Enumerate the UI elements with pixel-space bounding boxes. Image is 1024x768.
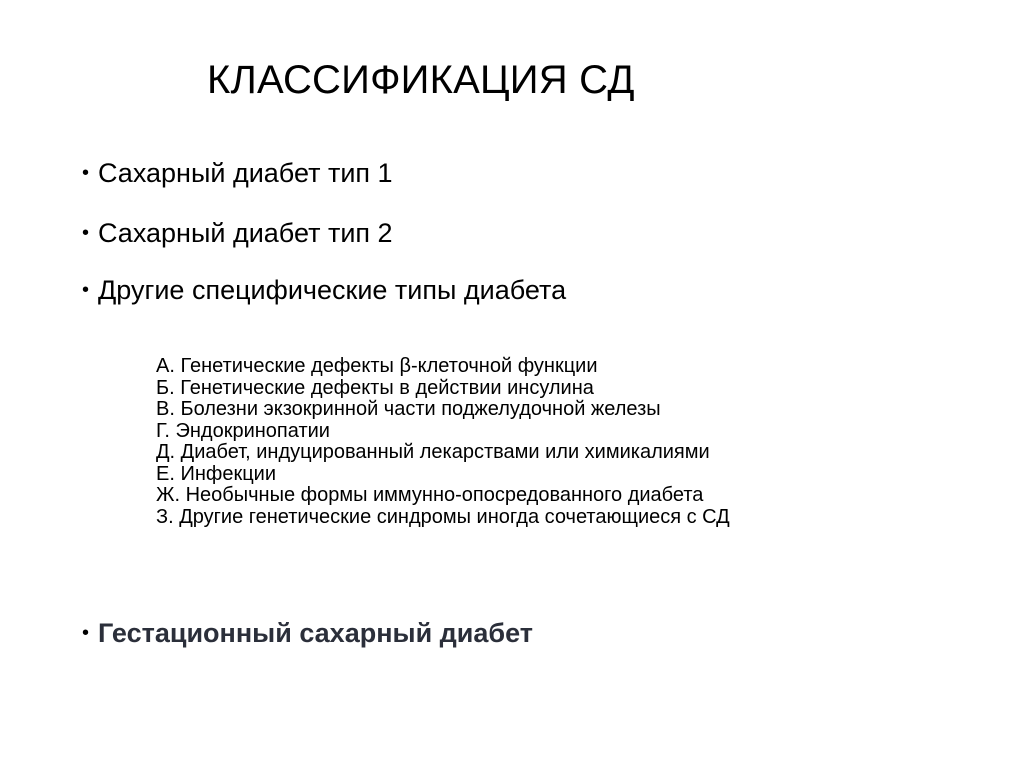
bullet-dot-icon: • bbox=[82, 279, 90, 301]
sublist-item: Д. Диабет, индуцированный лекарствами или химикалиями bbox=[156, 441, 710, 463]
bullet-dot-icon: • bbox=[82, 222, 90, 244]
sublist-item: Б. Генетические дефекты в действии инсулина bbox=[156, 376, 594, 399]
slide-title: КЛАССИФИКАЦИЯ СД bbox=[207, 58, 635, 102]
sublist-item: З. Другие генетические синдромы иногда сочетающиеся с СД bbox=[156, 505, 730, 528]
bullet-dot-icon: • bbox=[82, 162, 90, 184]
bullet-item-other-types bbox=[82, 274, 566, 306]
bullet-item-type2 bbox=[82, 217, 393, 249]
sublist-item: В. Болезни экзокринной части поджелудочной железы bbox=[156, 398, 661, 420]
bullet-text: Сахарный диабет тип 1 bbox=[98, 158, 393, 188]
bullet-text: Другие специфические типы диабета bbox=[98, 275, 567, 305]
bullet-dot-icon: • bbox=[82, 622, 90, 644]
bullet-text: Гестационный сахарный диабет bbox=[98, 618, 533, 648]
bullet-item-type1 bbox=[82, 157, 393, 189]
other-types-sublist bbox=[156, 356, 730, 528]
bullet-item-gestational bbox=[82, 617, 533, 649]
sublist-item: А. Генетические дефекты β-клеточной функции bbox=[156, 355, 598, 377]
sublist-item: Ж. Необычные формы иммунно-опосредованного диабета bbox=[156, 484, 704, 506]
sublist-item: Е. Инфекции bbox=[156, 462, 276, 485]
bullet-text: Сахарный диабет тип 2 bbox=[98, 218, 393, 248]
sublist-item: Г. Эндокринопатии bbox=[156, 419, 330, 442]
